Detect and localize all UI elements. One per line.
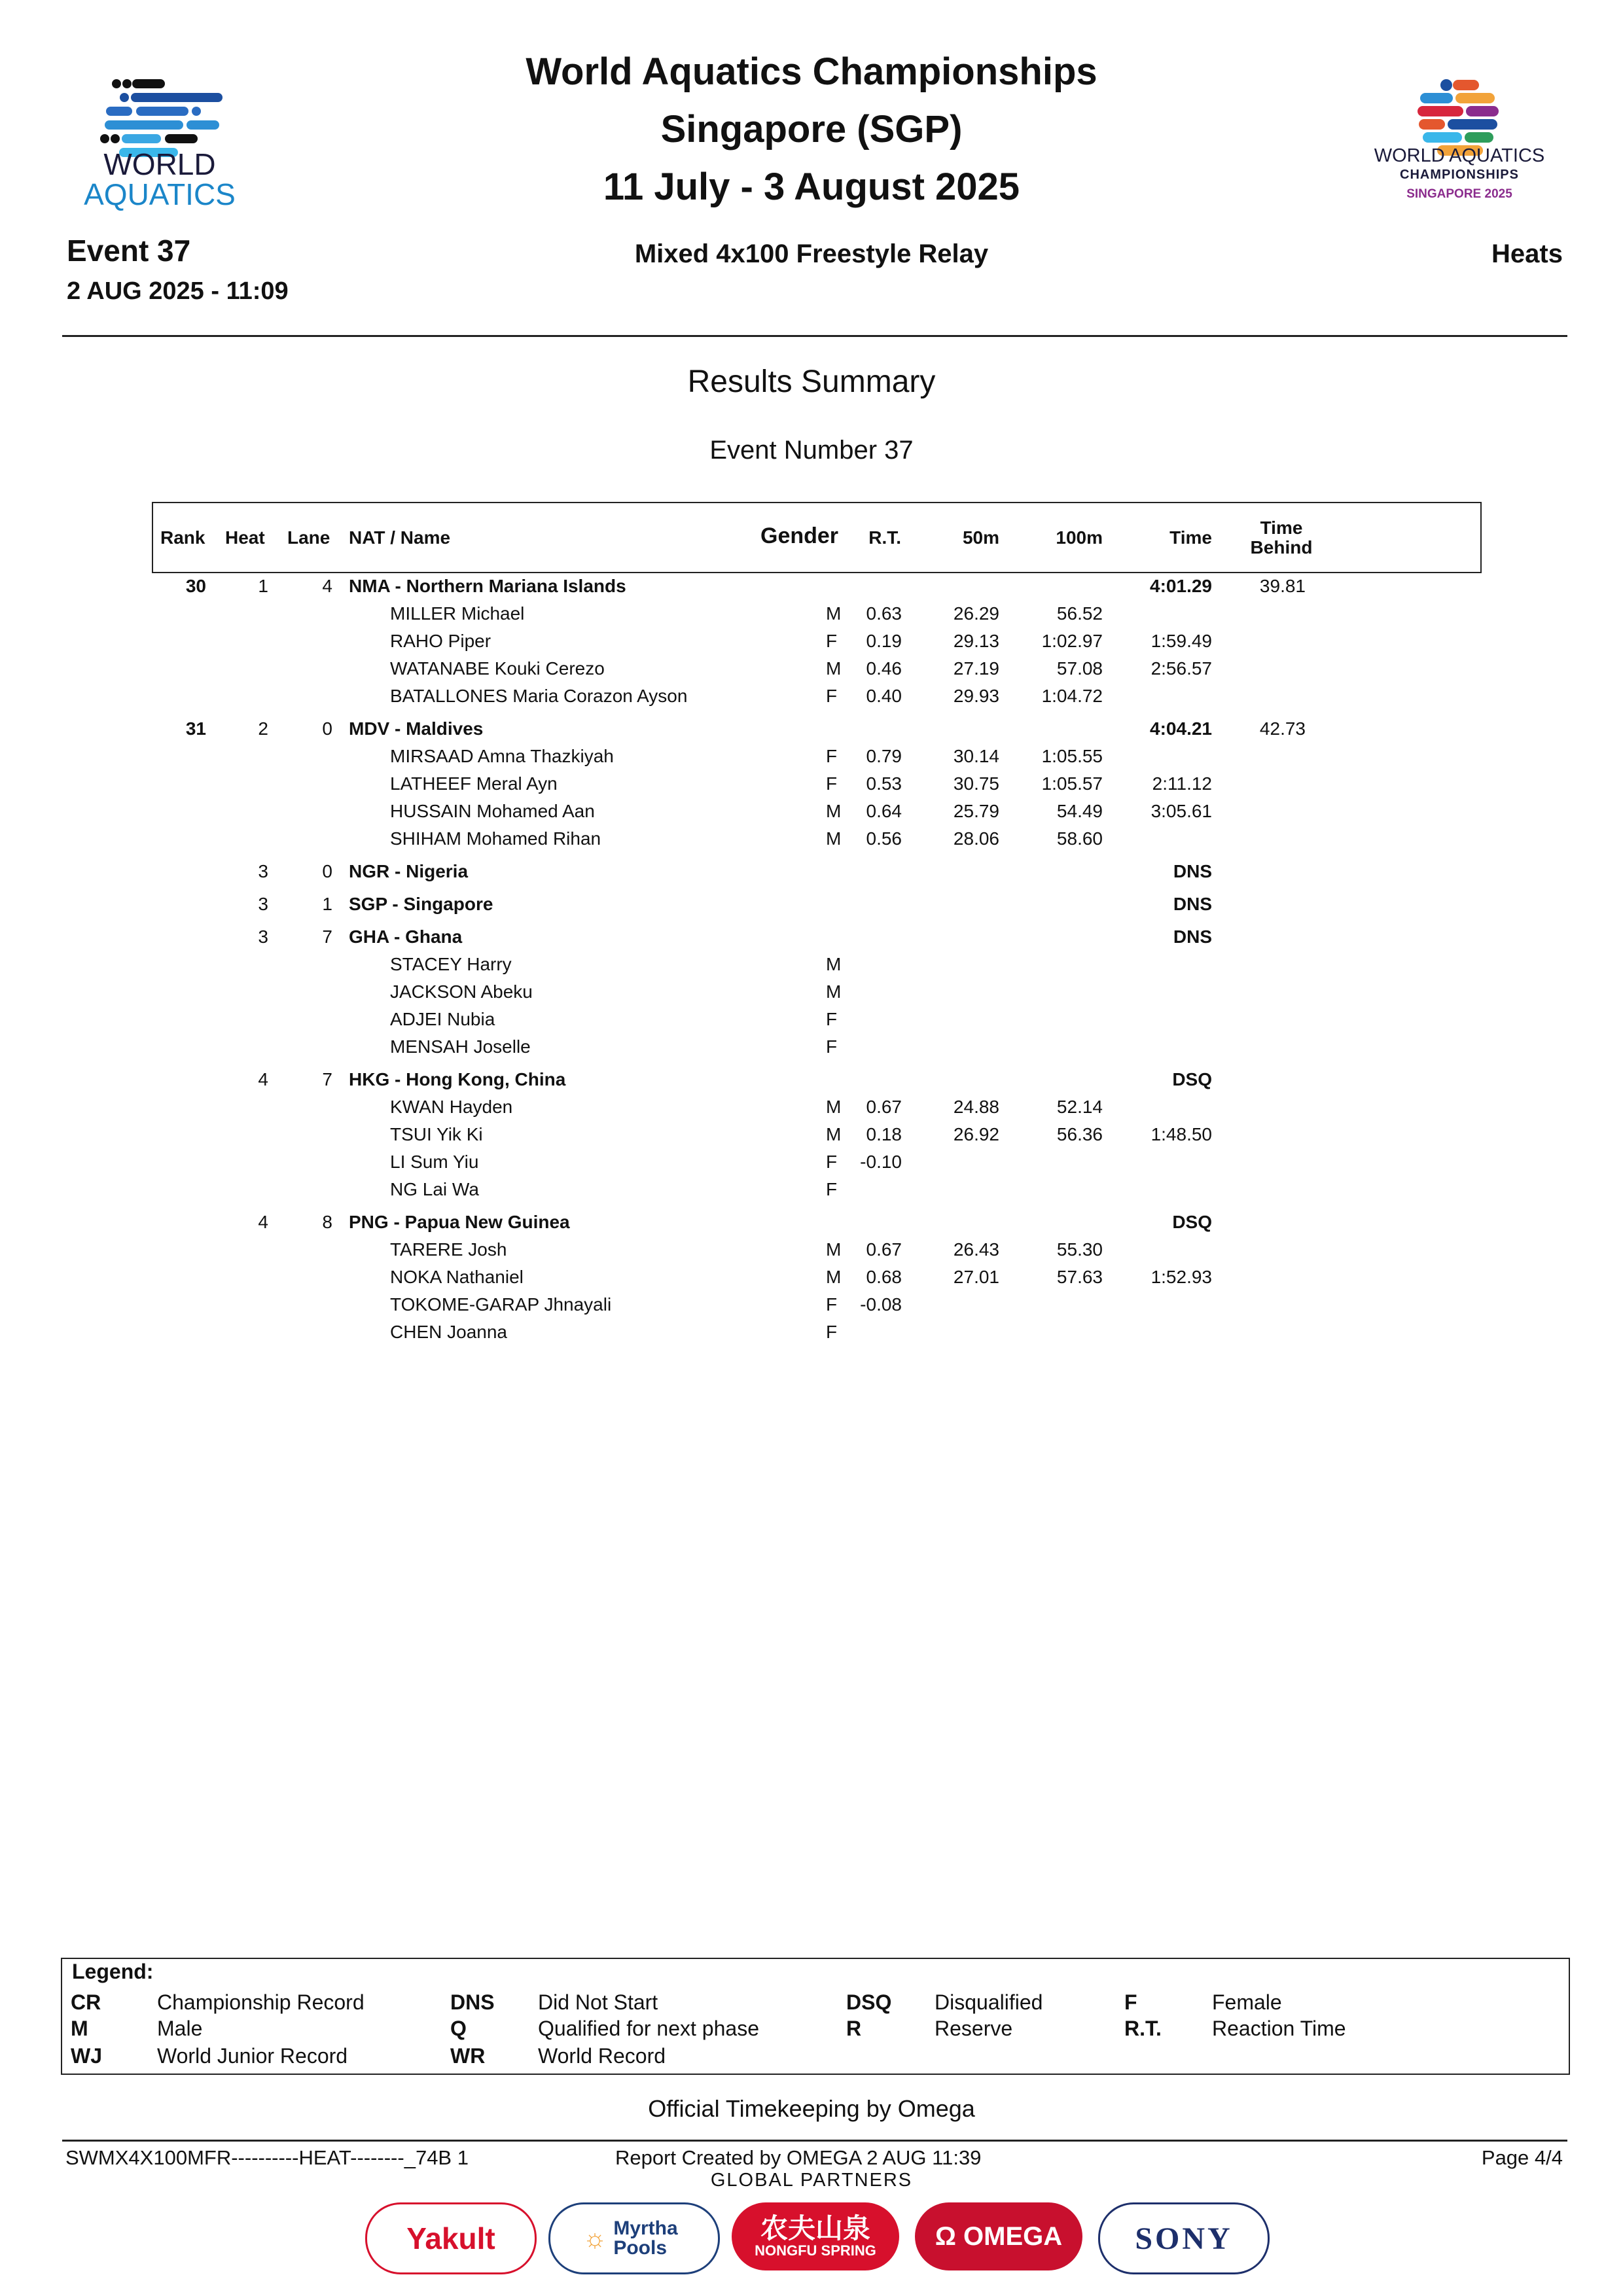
col-time-behind-line2: Behind [1250, 537, 1313, 557]
swimmer-reaction-time: 0.19 [866, 631, 902, 651]
swimmer-row [0, 773, 1623, 801]
swimmer-row [0, 1294, 1623, 1322]
swimmer-split-100m: 54.49 [1056, 801, 1103, 821]
swimmer-reaction-time: 0.79 [866, 746, 902, 766]
swimmer-gender: F [826, 773, 838, 794]
partner-logo-sony [1098, 2202, 1270, 2274]
swimmer-split-100m: 52.14 [1056, 1097, 1103, 1117]
logo-line-world: WORLD [103, 147, 216, 181]
timekeeping-note: Official Timekeeping by Omega [648, 2095, 975, 2122]
team-name: NGR - Nigeria [349, 861, 469, 881]
swimmer-reaction-time: -0.08 [860, 1294, 902, 1315]
title-line-3: 11 July - 3 August 2025 [603, 166, 1020, 208]
legend-key: F [1124, 1990, 1137, 2014]
swimmer-row [0, 981, 1623, 1009]
col-100m: 100m [1056, 527, 1103, 548]
team-name: NMA - Northern Mariana Islands [349, 576, 626, 596]
swimmer-cumulative-time: 2:11.12 [1152, 773, 1212, 794]
col-time: Time [1169, 527, 1212, 548]
col-gender: Gender [760, 523, 839, 548]
swimmer-gender: M [826, 1124, 842, 1144]
team-time-behind: 39.81 [1259, 576, 1306, 596]
col-heat: Heat [225, 527, 265, 548]
swimmer-row [0, 1322, 1623, 1349]
swimmer-split-100m: 1:04.72 [1041, 686, 1103, 706]
legend-key: Q [450, 2017, 467, 2040]
myrtha-sun-icon: ☼ [582, 2224, 607, 2253]
swimmer-gender: F [826, 1294, 838, 1315]
swimmer-reaction-time: 0.63 [866, 603, 902, 624]
swimmer-split-100m: 57.08 [1056, 658, 1103, 679]
swimmer-name: NOKA Nathaniel [390, 1267, 524, 1287]
swimmer-gender: F [826, 746, 838, 766]
swimmer-split-100m: 1:05.55 [1041, 746, 1103, 766]
swimmer-gender: F [826, 1009, 838, 1029]
swimmer-row [0, 1124, 1623, 1152]
swimmer-reaction-time: 0.56 [866, 828, 902, 849]
swimmer-row [0, 1152, 1623, 1179]
swimmer-reaction-time: 0.67 [866, 1239, 902, 1260]
team-row [0, 576, 1623, 603]
swimmer-split-100m: 57.63 [1056, 1267, 1103, 1287]
team-heat: 3 [258, 927, 268, 947]
swimmer-name: JACKSON Abeku [390, 981, 533, 1002]
partner-yakult-text: Yakult [406, 2221, 495, 2255]
swimmer-row [0, 1009, 1623, 1036]
legend-value: Qualified for next phase [538, 2017, 759, 2040]
event-date: 2 AUG 2025 - 11:09 [67, 277, 289, 305]
swimmer-name: SHIHAM Mohamed Rihan [390, 828, 601, 849]
swimmer-row [0, 1097, 1623, 1124]
swimmer-name: LI Sum Yiu [390, 1152, 479, 1172]
partner-logo-myrtha [548, 2202, 720, 2274]
swimmer-gender: M [826, 954, 842, 974]
legend-value: Disqualified [935, 1990, 1043, 2014]
swimmer-row [0, 631, 1623, 658]
team-time: 4:01.29 [1150, 576, 1212, 596]
swimmer-gender: F [826, 686, 838, 706]
legend-value: World Record [538, 2044, 666, 2068]
legend-title: Legend: [72, 1960, 154, 1983]
team-heat: 4 [258, 1212, 268, 1232]
team-name: MDV - Maldives [349, 718, 484, 739]
swimmer-split-50m: 28.06 [953, 828, 999, 849]
swimmer-gender: M [826, 801, 842, 821]
swimmer-gender: M [826, 981, 842, 1002]
swimmer-name: TOKOME-GARAP Jhnayali [390, 1294, 612, 1315]
event-phase: Heats [1491, 239, 1563, 268]
legend-key: R [846, 2017, 862, 2040]
team-lane: 4 [322, 576, 332, 596]
partner-logo-omega [915, 2202, 1082, 2270]
team-heat: 1 [258, 576, 268, 596]
team-heat: 2 [258, 718, 268, 739]
swimmer-cumulative-time: 3:05.61 [1150, 801, 1212, 821]
swimmer-cumulative-time: 1:59.49 [1150, 631, 1212, 651]
swimmer-gender: F [826, 1036, 838, 1057]
team-time: DSQ [1172, 1212, 1212, 1232]
swimmer-reaction-time: 0.46 [866, 658, 902, 679]
swimmer-gender: M [826, 1267, 842, 1287]
swimmer-reaction-time: 0.40 [866, 686, 902, 706]
team-lane: 0 [322, 861, 332, 881]
legend-key: WJ [71, 2044, 102, 2068]
swimmer-name: STACEY Harry [390, 954, 512, 974]
swimmer-gender: F [826, 631, 838, 651]
legend-value: Reaction Time [1212, 2017, 1346, 2040]
swimmer-gender: F [826, 1152, 838, 1172]
team-heat: 3 [258, 894, 268, 914]
team-lane: 8 [322, 1212, 332, 1232]
swimmer-name: HUSSAIN Mohamed Aan [390, 801, 595, 821]
legend-key: CR [71, 1990, 101, 2014]
title-line-2: Singapore (SGP) [660, 108, 963, 150]
swimmer-split-50m: 26.29 [953, 603, 999, 624]
swimmer-split-50m: 29.13 [953, 631, 999, 651]
team-time: 4:04.21 [1150, 718, 1212, 739]
col-time-behind [1242, 518, 1321, 557]
results-summary-title: Results Summary [687, 364, 936, 399]
report-created: Report Created by OMEGA 2 AUG 11:39 [615, 2146, 982, 2169]
global-partners-label: GLOBAL PARTNERS [710, 2170, 913, 2191]
swimmer-row [0, 746, 1623, 773]
swimmer-name: NG Lai Wa [390, 1179, 479, 1199]
team-row [0, 861, 1623, 889]
swimmer-row [0, 1239, 1623, 1267]
page-number: Page 4/4 [1481, 2146, 1563, 2169]
championships-logo [1355, 46, 1564, 209]
team-time: DNS [1173, 861, 1212, 881]
legend-key: M [71, 2017, 88, 2040]
championships-logo-line1: WORLD AQUATICS [1374, 145, 1545, 166]
title-line-1: World Aquatics Championships [526, 50, 1097, 93]
swimmer-reaction-time: 0.53 [866, 773, 902, 794]
swimmer-gender: M [826, 828, 842, 849]
team-lane: 7 [322, 1069, 332, 1089]
swimmer-gender: M [826, 658, 842, 679]
col-lane: Lane [287, 527, 330, 548]
legend-key: R.T. [1124, 2017, 1162, 2040]
legend-value: Championship Record [157, 1990, 365, 2014]
swimmer-split-50m: 30.75 [953, 773, 999, 794]
swimmer-name: RAHO Piper [390, 631, 491, 651]
partner-logo-yakult [365, 2202, 537, 2274]
swimmer-row [0, 1036, 1623, 1064]
swimmer-gender: M [826, 1239, 842, 1260]
swimmer-cumulative-time: 1:48.50 [1150, 1124, 1212, 1144]
championships-logo-line2: CHAMPIONSHIPS [1400, 168, 1519, 182]
team-time: DNS [1173, 927, 1212, 947]
header-divider [62, 335, 1567, 337]
partner-sony-text: SONY [1135, 2221, 1233, 2256]
team-name: GHA - Ghana [349, 927, 463, 947]
swimmer-name: MILLER Michael [390, 603, 525, 624]
swimmer-reaction-time: 0.18 [866, 1124, 902, 1144]
swimmer-name: WATANABE Kouki Cerezo [390, 658, 605, 679]
swimmer-name: TSUI Yik Ki [390, 1124, 483, 1144]
team-lane: 7 [322, 927, 332, 947]
swimmer-split-50m: 25.79 [953, 801, 999, 821]
partner-nongfu-text: 农夫山泉 [760, 2213, 870, 2244]
swimmer-gender: F [826, 1322, 838, 1342]
swimmer-reaction-time: 0.67 [866, 1097, 902, 1117]
swimmer-name: KWAN Hayden [390, 1097, 513, 1117]
swimmer-row [0, 686, 1623, 713]
team-rank: 30 [185, 576, 206, 596]
swimmer-split-50m: 26.92 [953, 1124, 999, 1144]
swimmer-split-100m: 1:05.57 [1041, 773, 1103, 794]
team-name: PNG - Papua New Guinea [349, 1212, 570, 1232]
event-number-label: Event Number 37 [709, 436, 914, 465]
legend-value: Did Not Start [538, 1990, 658, 2014]
team-rank: 31 [185, 718, 206, 739]
swimmer-name: BATALLONES Maria Corazon Ayson [390, 686, 688, 706]
swimmer-name: LATHEEF Meral Ayn [390, 773, 558, 794]
swimmer-split-50m: 27.01 [953, 1267, 999, 1287]
swimmer-row [0, 1267, 1623, 1294]
team-row [0, 1212, 1623, 1239]
team-name: HKG - Hong Kong, China [349, 1069, 566, 1089]
swimmer-split-50m: 24.88 [953, 1097, 999, 1117]
swimmer-split-50m: 27.19 [953, 658, 999, 679]
team-heat: 3 [258, 861, 268, 881]
swimmer-reaction-time: -0.10 [860, 1152, 902, 1172]
event-number: Event 37 [67, 234, 191, 268]
team-row [0, 1069, 1623, 1097]
col-time-behind-line1: Time [1260, 518, 1303, 538]
legend-key: DNS [450, 1990, 495, 2014]
swimmer-split-50m: 26.43 [953, 1239, 999, 1260]
legend-value: Female [1212, 1990, 1282, 2014]
team-heat: 4 [258, 1069, 268, 1089]
legend-value: Male [157, 2017, 203, 2040]
swimmer-name: TARERE Josh [390, 1239, 507, 1260]
team-time: DNS [1173, 894, 1212, 914]
swimmer-row [0, 603, 1623, 631]
col-rt: R.T. [868, 527, 901, 548]
swimmer-row [0, 658, 1623, 686]
swimmer-reaction-time: 0.64 [866, 801, 902, 821]
team-lane: 0 [322, 718, 332, 739]
col-50m: 50m [962, 527, 999, 548]
swimmer-cumulative-time: 1:52.93 [1150, 1267, 1212, 1287]
team-row [0, 894, 1623, 921]
swimmer-gender: F [826, 1179, 838, 1199]
team-name: SGP - Singapore [349, 894, 493, 914]
legend-value: Reserve [935, 2017, 1013, 2040]
logo-line-aquatics: AQUATICS [84, 177, 236, 211]
swimmer-split-50m: 29.93 [953, 686, 999, 706]
legend-key: WR [450, 2044, 486, 2068]
swimmer-split-100m: 1:02.97 [1041, 631, 1103, 651]
swimmer-split-100m: 55.30 [1056, 1239, 1103, 1260]
team-row [0, 927, 1623, 954]
partner-nongfu-sub: NONGFU SPRING [755, 2242, 876, 2259]
legend-value: World Junior Record [157, 2044, 348, 2068]
swimmer-gender: M [826, 603, 842, 624]
swimmer-split-100m: 58.60 [1056, 828, 1103, 849]
swimmer-split-100m: 56.36 [1056, 1124, 1103, 1144]
swimmer-split-100m: 56.52 [1056, 603, 1103, 624]
team-time-behind: 42.73 [1259, 718, 1306, 739]
partner-myrtha-text: Myrtha Pools [613, 2217, 678, 2259]
swimmer-name: ADJEI Nubia [390, 1009, 495, 1029]
team-time: DSQ [1172, 1069, 1212, 1089]
event-name: Mixed 4x100 Freestyle Relay [634, 239, 989, 268]
swimmer-row [0, 1179, 1623, 1207]
swimmer-name: MIRSAAD Amna Thazkiyah [390, 746, 614, 766]
legend-key: DSQ [846, 1990, 892, 2014]
swimmer-name: MENSAH Joselle [390, 1036, 531, 1057]
partner-logo-nongfu [732, 2202, 899, 2270]
swimmer-row [0, 954, 1623, 981]
swimmer-gender: M [826, 1097, 842, 1117]
team-row [0, 718, 1623, 746]
swimmer-name: CHEN Joanna [390, 1322, 507, 1342]
swimmer-split-50m: 30.14 [953, 746, 999, 766]
report-code: SWMX4X100MFR----------HEAT--------_74B 1 [65, 2146, 469, 2169]
partner-omega-text: Ω OMEGA [935, 2221, 1063, 2251]
team-lane: 1 [322, 894, 332, 914]
footer-divider [62, 2140, 1567, 2142]
swimmer-cumulative-time: 2:56.57 [1150, 658, 1212, 679]
swimmer-row [0, 801, 1623, 828]
swimmer-row [0, 828, 1623, 856]
col-rank: Rank [160, 527, 205, 548]
swimmer-reaction-time: 0.68 [866, 1267, 902, 1287]
col-name: NAT / Name [349, 527, 451, 548]
championships-logo-line3: SINGAPORE 2025 [1406, 187, 1512, 201]
